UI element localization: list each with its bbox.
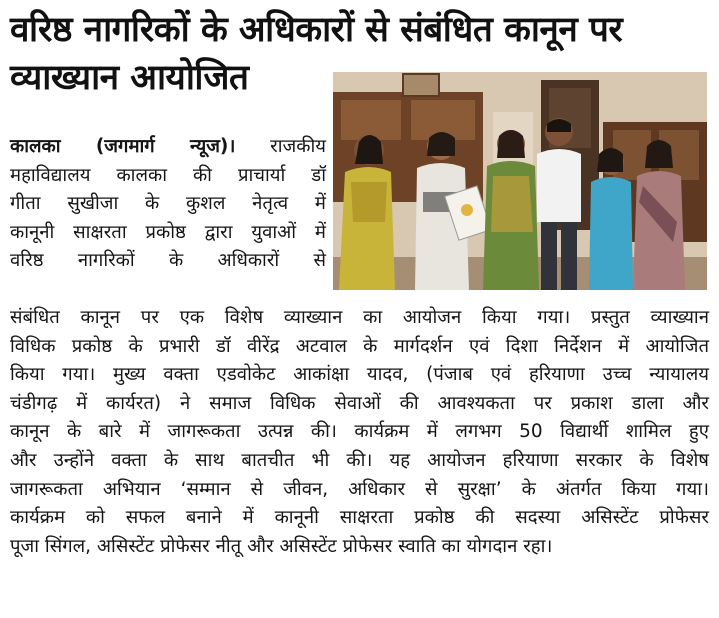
- body-line: जागरूकता अभियान ‘सम्मान से जीवन, अधिकार से सुरक्षा’ के अंतर्गत किया गया।: [10, 478, 709, 500]
- dateline: कालका (जगमार्ग न्यूज)।: [10, 136, 236, 157]
- body-paragraph: [10, 304, 709, 561]
- lead-line: कानूनी साक्षरता प्रकोष्ठ द्वारा युवाओं में: [10, 221, 326, 243]
- group-photo-illustration: [333, 72, 707, 290]
- headline-line-1: वरिष्ठ नागरिकों के अधिकारों से संबंधित कानून पर: [10, 10, 623, 50]
- headline-line-2: व्याख्यान आयोजित: [10, 58, 249, 98]
- body-line: संबंधित कानून पर एक विशेष व्याख्यान का आयोजन किया गया। प्रस्तुत व्याख्यान: [10, 307, 709, 328]
- body-line: कार्यक्रम को सफल बनाने में कानूनी साक्षरता प्रकोष्ठ की सदस्या असिस्टेंट प्रोफेसर: [10, 507, 709, 529]
- lead-paragraph: [10, 133, 326, 276]
- body-line: कानून के बारे में जागरूकता उत्पन्न की। कार्यक्रम में लगभग 50 विद्यार्थी शामिल हुए: [10, 421, 709, 443]
- lead-line: वरिष्ठ नागरिकों के अधिकारों से: [10, 250, 326, 272]
- lead-line-text: राजकीय: [270, 136, 326, 157]
- lead-line: महाविद्यालय कालका की प्राचार्या डॉ: [10, 164, 326, 186]
- body-line: चंडीगढ़ में कार्यरत) ने समाज विधिक सेवाओं की आवश्यकता पर प्रकाश डाला और: [10, 392, 709, 414]
- news-photo: [333, 72, 707, 290]
- body-line: किया गया। मुख्य वक्ता एडवोकेट आकांक्षा यादव, (पंजाब एवं हरियाणा उच्च न्यायालय: [10, 364, 709, 386]
- lead-line: [10, 133, 326, 162]
- body-line: और उन्होंने वक्ता के साथ बातचीत भी की। यह आयोजन हरियाणा सरकार के विशेष: [10, 449, 709, 471]
- body-line: विधिक प्रकोष्ठ के प्रभारी डॉ वीरेंद्र अटवाल के मार्गदर्शन एवं दिशा निर्देशन में आयोजित: [10, 335, 709, 357]
- body-line: पूजा सिंगल, असिस्टेंट प्रोफेसर नीतू और असिस्टेंट प्रोफेसर स्वाति का योगदान रहा।: [10, 535, 553, 557]
- lead-line: गीता सुखीजा के कुशल नेतृत्व में: [10, 193, 326, 215]
